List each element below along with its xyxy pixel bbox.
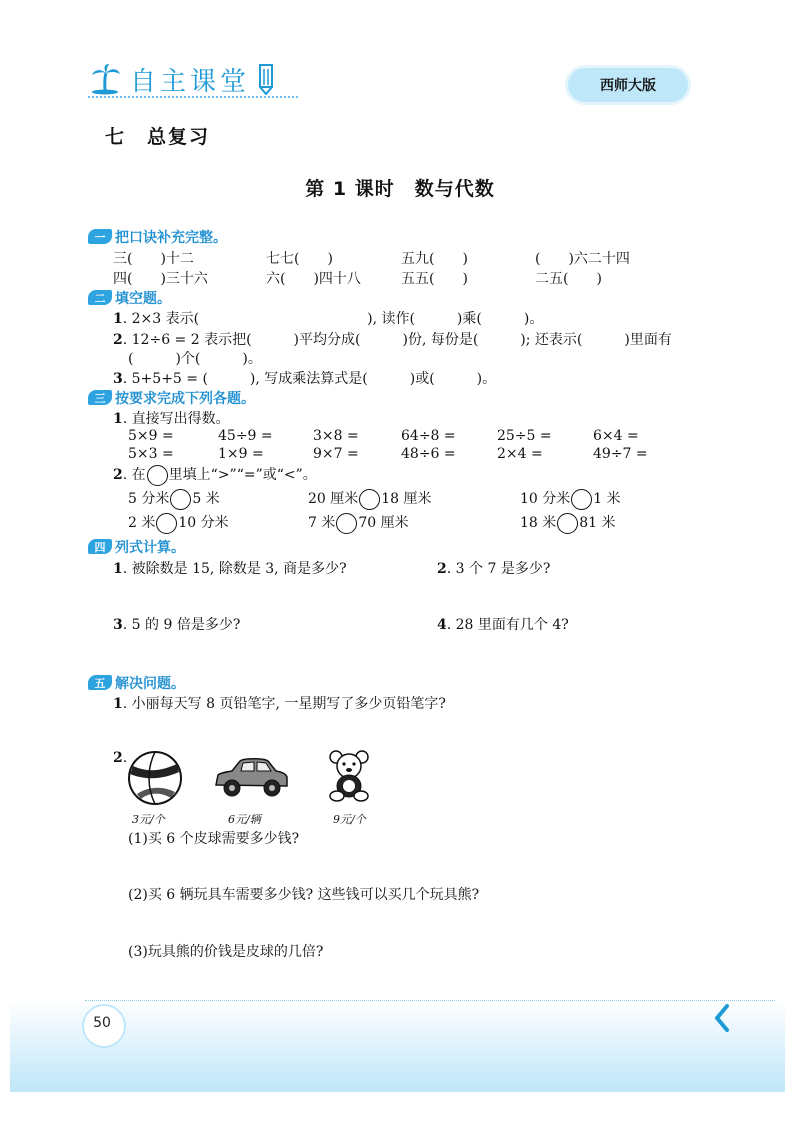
section-badge: 三	[88, 390, 112, 405]
mnemonic-item: 五五( )	[401, 271, 468, 287]
calc-item: 3×8 =	[313, 428, 359, 444]
chevron-left-icon[interactable]	[714, 1004, 730, 1032]
calc-item: 5×3 =	[128, 446, 174, 462]
calc-item: 1×9 =	[218, 446, 264, 462]
bear-price: 9元/个	[333, 813, 366, 826]
mnemonic-item: 七七( )	[266, 251, 333, 267]
section-title: 填空题。	[115, 290, 171, 307]
section-3-header	[88, 389, 255, 406]
problem-1: 1. 小丽每天写 8 页铅笔字, 一星期写了多少页铅笔字?	[113, 696, 446, 712]
section-title: 列式计算。	[115, 539, 185, 556]
sub-question: (1)买 6 个皮球需要多少钱?	[128, 831, 300, 847]
ball-icon	[127, 750, 183, 806]
section-title: 把口诀补充完整。	[115, 229, 227, 246]
section-5-header	[88, 674, 185, 691]
sub-question: (2)买 6 辆玩具车需要多少钱? 这些钱可以买几个玩具熊?	[128, 887, 480, 903]
calc-question: 4. 28 里面有几个 4?	[437, 617, 569, 633]
question-2-2: 2. 12÷6 = 2 表示把( )平均分成( )份, 每份是( ); 还表示( )里面有	[113, 332, 672, 348]
compare-blank[interactable]	[170, 489, 191, 510]
section-badge: 一	[88, 229, 112, 244]
compare-item: 20 厘米 18 厘米	[308, 488, 432, 510]
palm-tree-icon	[90, 63, 122, 95]
compare-circle-icon	[147, 465, 168, 486]
page-number: 50	[93, 1015, 111, 1031]
calc-question: 2. 3 个 7 是多少?	[437, 561, 551, 577]
mnemonic-item: 三( )十二	[113, 251, 194, 267]
compare-item: 18 米 81 米	[520, 512, 616, 534]
sub-question: (3)玩具熊的价钱是皮球的几倍?	[128, 944, 324, 960]
car-price: 6元/辆	[228, 813, 261, 826]
mnemonic-item: ( )六二十四	[535, 251, 630, 267]
compare-item: 7 米 70 厘米	[308, 512, 409, 534]
calc-item: 48÷6 =	[401, 446, 456, 462]
mnemonic-item: 五九( )	[401, 251, 468, 267]
section-badge: 二	[88, 290, 112, 305]
compare-item: 5 分米 5 米	[128, 488, 220, 510]
calc-question: 3. 5 的 9 倍是多少?	[113, 617, 241, 633]
question-3-1: 1. 直接写出得数。	[113, 411, 230, 427]
compare-blank[interactable]	[156, 513, 177, 534]
calc-item: 5×9 =	[128, 428, 174, 444]
brand-title: 自主课堂	[130, 66, 251, 97]
compare-blank[interactable]	[336, 513, 357, 534]
edition-badge: 西师大版	[568, 68, 688, 102]
section-badge: 四	[88, 539, 112, 554]
toy-car-icon	[212, 755, 290, 799]
question-2-3: 3. 5+5+5 = ( ), 写成乘法算式是( )或( )。	[113, 371, 497, 387]
calc-question: 1. 被除数是 15, 除数是 3, 商是多少?	[113, 561, 347, 577]
section-badge: 五	[88, 675, 112, 690]
pencil-icon	[254, 63, 278, 95]
compare-blank[interactable]	[571, 489, 592, 510]
section-4-header	[88, 538, 185, 555]
calc-item: 25÷5 =	[497, 428, 552, 444]
question-2-1: 1. 2×3 表示( ), 读作( )乘( )。	[113, 311, 544, 327]
mnemonic-item: 四( )三十六	[113, 271, 208, 287]
header-dotted-rule	[88, 96, 298, 98]
section-2-header	[88, 289, 171, 306]
calc-item: 64÷8 =	[401, 428, 456, 444]
question-3-2: 2. 在 里填上“>”“=”或“<”。	[113, 464, 317, 486]
compare-item: 10 分米 1 米	[520, 488, 621, 510]
calc-item: 6×4 =	[593, 428, 639, 444]
ball-price: 3元/个	[132, 813, 165, 826]
chapter-title: 七 总复习	[105, 126, 211, 148]
question-2-2-continued: ( )个( )。	[128, 351, 262, 367]
mnemonic-item: 二五( )	[535, 271, 602, 287]
calc-item: 45÷9 =	[218, 428, 273, 444]
footer-dotted-rule	[85, 1000, 775, 1001]
section-1-header	[88, 228, 227, 245]
footer-band	[10, 1000, 785, 1092]
calc-item: 2×4 =	[497, 446, 543, 462]
teddy-bear-icon	[327, 750, 371, 802]
problem-2-number: 2.	[113, 750, 128, 766]
lesson-title: 第 1 课时 数与代数	[305, 178, 495, 200]
calc-item: 9×7 =	[313, 446, 359, 462]
compare-blank[interactable]	[557, 513, 578, 534]
section-title: 解决问题。	[115, 675, 185, 692]
compare-item: 2 米 10 分米	[128, 512, 229, 534]
compare-blank[interactable]	[359, 489, 380, 510]
mnemonic-item: 六( )四十八	[266, 271, 361, 287]
calc-item: 49÷7 =	[593, 446, 648, 462]
section-title: 按要求完成下列各题。	[115, 390, 255, 407]
brand-header	[90, 62, 278, 96]
